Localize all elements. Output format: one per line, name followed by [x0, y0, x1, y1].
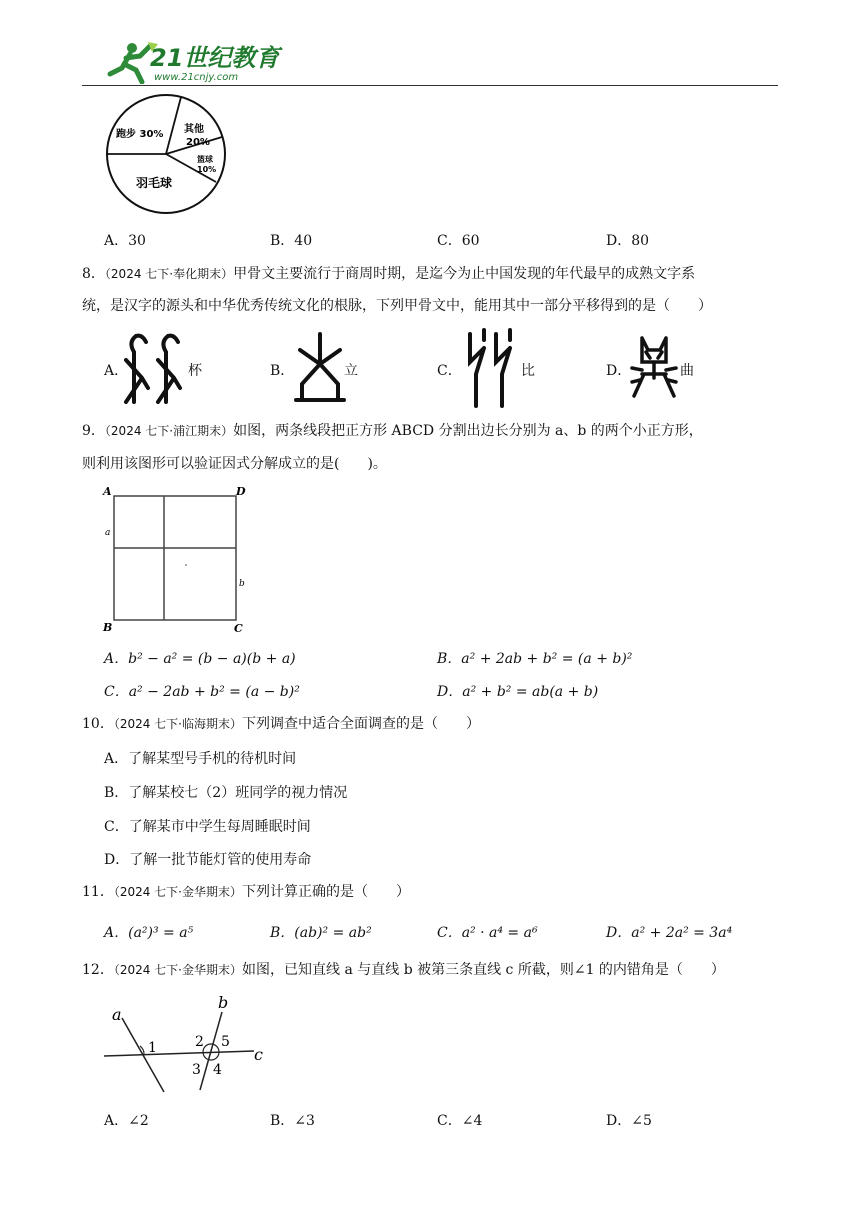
q8-option-b-letter: B． — [270, 363, 295, 379]
angle-2-label: 2 — [195, 1034, 204, 1050]
q7-option-d: D．80 — [606, 233, 650, 249]
vertex-d-label: D — [236, 485, 246, 498]
q9-option-a: A．b² − a² = (b − a)(b + a) — [104, 651, 296, 667]
q9-text: 如图，两条线段把正方形 ABCD 分割出边长分别为 a、b 的两个小正方形， — [233, 423, 703, 439]
q12-number: 12． — [82, 962, 114, 978]
q7-option-a: A．30 — [104, 233, 146, 249]
oracle-qu-glyph — [628, 334, 680, 400]
q12-option-d: D．∠5 — [606, 1113, 652, 1129]
q12-stem — [82, 960, 725, 980]
square-abcd-figure — [100, 484, 260, 636]
q10-option-b: B．了解某校七（2）班同学的视力情况 — [104, 785, 348, 801]
q9-stem-line1 — [82, 421, 703, 441]
q8-option-b — [270, 360, 294, 380]
q8-number: 8． — [82, 266, 105, 282]
pie-label-badminton: 羽毛球 — [136, 176, 173, 190]
q11-option-d: D．a² + 2a² = 3a⁴ — [606, 925, 733, 941]
q8-option-d-char: 曲 — [680, 363, 694, 379]
angle-4-label: 4 — [213, 1062, 222, 1078]
line-b-label: b — [218, 994, 229, 1012]
q10-number: 10． — [82, 716, 114, 732]
q11-option-c: C．a² · a⁴ = a⁶ — [437, 925, 538, 941]
q11-text: 下列计算正确的是（ ） — [242, 884, 410, 900]
q10-stem — [82, 714, 480, 734]
q8-stem-line1 — [82, 264, 695, 284]
q11-source: （2024 七下·金华期末） — [113, 885, 242, 899]
q9-number: 9． — [82, 423, 105, 439]
vertex-a-label: A — [103, 485, 112, 498]
q8-option-a-char: 杯 — [188, 363, 202, 379]
q8-option-c — [437, 360, 462, 380]
q12-source: （2024 七下·金华期末） — [113, 963, 242, 977]
q10-source: （2024 七下·临海期末） — [113, 717, 242, 731]
q8-option-d-letter: D． — [606, 363, 632, 379]
q12-option-c: C．∠4 — [437, 1113, 483, 1129]
pie-label-basketball-pct: 10% — [197, 165, 217, 174]
q10-option-d: D．了解一批节能灯管的使用寿命 — [104, 852, 312, 868]
q11-option-a: A．(a²)³ = a⁵ — [104, 925, 194, 941]
oracle-li-glyph — [292, 330, 348, 404]
q7-option-b: B．40 — [270, 233, 313, 249]
q8-stem-line2: 统，是汉字的源头和中华优秀传统文化的根脉，下列甲骨文中，能用其中一部分平移得到的是（ ） — [82, 298, 712, 314]
q8-option-c-letter: C． — [437, 363, 462, 379]
q8-option-c-char: 比 — [521, 363, 535, 379]
pie-label-run: 跑步 30% — [116, 129, 164, 140]
q11-stem — [82, 882, 410, 902]
logo-url: www.21cnjy.com — [154, 72, 239, 83]
q11-number: 11． — [82, 884, 114, 900]
intersecting-lines-figure — [100, 994, 270, 1096]
logo-title: 21世纪教育 — [150, 44, 280, 72]
vertex-b-label: B — [103, 621, 113, 634]
q7-option-c: C．60 — [437, 233, 480, 249]
q11-option-b: B．(ab)² = ab² — [270, 925, 372, 941]
angle-5-label: 5 — [221, 1034, 230, 1050]
pie-label-other: 其他 — [184, 124, 204, 135]
q9-stem-line2: 则利用该图形可以验证因式分解成立的是( )。 — [82, 456, 387, 472]
side-b-label: b — [239, 579, 245, 589]
angle-3-label: 3 — [192, 1062, 201, 1078]
angle-1-label: 1 — [148, 1040, 157, 1056]
q8-text: 甲骨文主要流行于商周时期，是迄今为止中国发现的年代最早的成熟文字系 — [233, 266, 696, 282]
q9-source: （2024 七下·浦江期末） — [104, 424, 234, 438]
pie-chart-figure — [104, 92, 228, 216]
q8-option-b-char: 立 — [344, 363, 358, 379]
pie-label-basketball: 篮球 — [197, 155, 213, 164]
q12-option-b: B．∠3 — [270, 1113, 315, 1129]
q10-text: 下列调查中适合全面调查的是（ ） — [242, 716, 480, 732]
q8-source: （2024 七下·奉化期末） — [104, 267, 234, 281]
q9-option-b: B．a² + 2ab + b² = (a + b)² — [437, 651, 633, 667]
q12-text: 如图，已知直线 a 与直线 b 被第三条直线 c 所截，则∠1 的内错角是（ ） — [242, 962, 725, 978]
q8-option-a-letter: A． — [104, 363, 129, 379]
q12-option-a: A．∠2 — [104, 1113, 149, 1129]
page-header — [82, 40, 778, 86]
q9-option-d: D．a² + b² = ab(a + b) — [437, 684, 599, 700]
line-a-label: a — [112, 1005, 122, 1024]
header-divider — [82, 85, 778, 86]
line-c-label: c — [254, 1045, 263, 1064]
q10-option-c: C．了解某市中学生每周睡眠时间 — [104, 819, 311, 835]
vertex-c-label: C — [234, 622, 243, 635]
oracle-bei-glyph — [122, 330, 188, 404]
q9-option-c: C．a² − 2ab + b² = (a − b)² — [104, 684, 300, 700]
pie-label-other-pct: 20% — [186, 137, 210, 148]
side-a-label: a — [105, 528, 111, 538]
oracle-bi-glyph — [462, 326, 522, 408]
q10-option-a: A．了解某型号手机的待机时间 — [104, 751, 297, 767]
